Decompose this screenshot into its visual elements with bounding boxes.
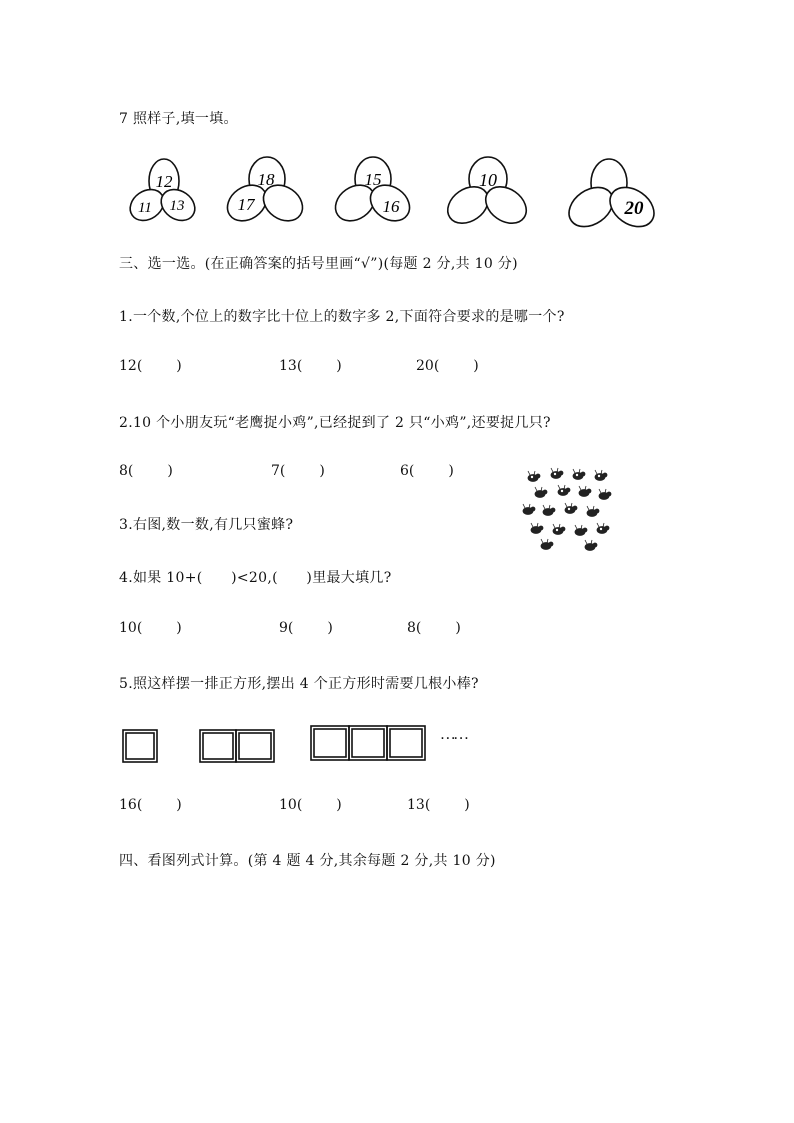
bee-icon <box>573 469 585 480</box>
bee-icon <box>585 540 597 551</box>
flower-2-top: 18 <box>257 170 275 189</box>
squares-3 <box>311 726 425 760</box>
q5-option-b[interactable]: 10( ) <box>279 797 342 813</box>
flower-1-top: 12 <box>155 172 173 191</box>
flower-1-left: 11 <box>138 200 152 216</box>
squares-2 <box>200 730 274 762</box>
q2-option-b[interactable]: 7( ) <box>271 463 325 479</box>
q2-option-a[interactable]: 8( ) <box>119 463 173 479</box>
section3-heading: 三、选一选。(在正确答案的括号里画“√”)(每题 2 分,共 10 分) <box>119 256 518 272</box>
section4-heading: 四、看图列式计算。(第 4 题 4 分,其余每题 2 分,共 10 分) <box>119 853 496 869</box>
flower-4 <box>441 157 533 231</box>
bee-icon <box>599 489 611 500</box>
flower-3-right: 16 <box>382 197 400 216</box>
bee-icon <box>541 539 553 550</box>
q2-text: 2.10 个小朋友玩“老鹰捉小鸡”,已经捉到了 2 只“小鸡”,还要捉几只? <box>119 415 551 431</box>
bee-icon <box>553 524 565 535</box>
q1-text: 1.一个数,个位上的数字比十位上的数字多 2,下面符合要求的是哪一个? <box>119 309 565 325</box>
q4-text: 4.如果 10+( )<20,( )里最大填几? <box>119 570 392 586</box>
q4-option-c[interactable]: 8( ) <box>407 620 461 636</box>
bee-icon <box>575 525 587 536</box>
flower-5-right: 20 <box>624 198 644 219</box>
flower-2 <box>221 157 310 228</box>
q3-text: 3.右图,数一数,有几只蜜蜂? <box>119 517 294 533</box>
bee-icon <box>587 506 599 517</box>
bee-icon <box>543 505 555 516</box>
q1-option-b[interactable]: 13( ) <box>279 358 342 374</box>
q4-option-a[interactable]: 10( ) <box>119 620 182 636</box>
flower-figures <box>0 145 794 255</box>
bee-icon <box>597 523 609 534</box>
bee-icon <box>595 470 607 481</box>
q4-option-b[interactable]: 9( ) <box>279 620 333 636</box>
bee-icon <box>531 523 543 534</box>
flower-5 <box>562 159 662 235</box>
squares-1 <box>123 730 157 762</box>
q1-option-a[interactable]: 12( ) <box>119 358 182 374</box>
flower-2-left: 17 <box>237 195 255 214</box>
bee-icon <box>535 487 547 498</box>
q5-option-c[interactable]: 13( ) <box>407 797 470 813</box>
flower-4-top: 10 <box>479 170 497 190</box>
q5-text: 5.照这样摆一排正方形,摆出 4 个正方形时需要几根小棒? <box>119 676 479 692</box>
q1-option-c[interactable]: 20( ) <box>416 358 479 374</box>
q5-option-a[interactable]: 16( ) <box>119 797 182 813</box>
bee-icon <box>551 468 563 479</box>
flower-3 <box>329 157 417 228</box>
bees-image <box>518 466 618 552</box>
continuation-ellipsis: …… <box>441 726 468 743</box>
bee-icon <box>523 504 535 515</box>
flower-1-right: 13 <box>169 198 185 214</box>
matchstick-squares <box>115 720 555 770</box>
flower-1 <box>124 159 201 227</box>
bee-icon <box>565 503 577 514</box>
bee-icon <box>579 486 591 497</box>
q7-title: 7 照样子,填一填。 <box>119 111 238 127</box>
q2-option-c[interactable]: 6( ) <box>400 463 454 479</box>
bee-icon <box>528 471 540 482</box>
bee-icon <box>558 485 570 496</box>
flower-3-top: 15 <box>364 170 382 189</box>
